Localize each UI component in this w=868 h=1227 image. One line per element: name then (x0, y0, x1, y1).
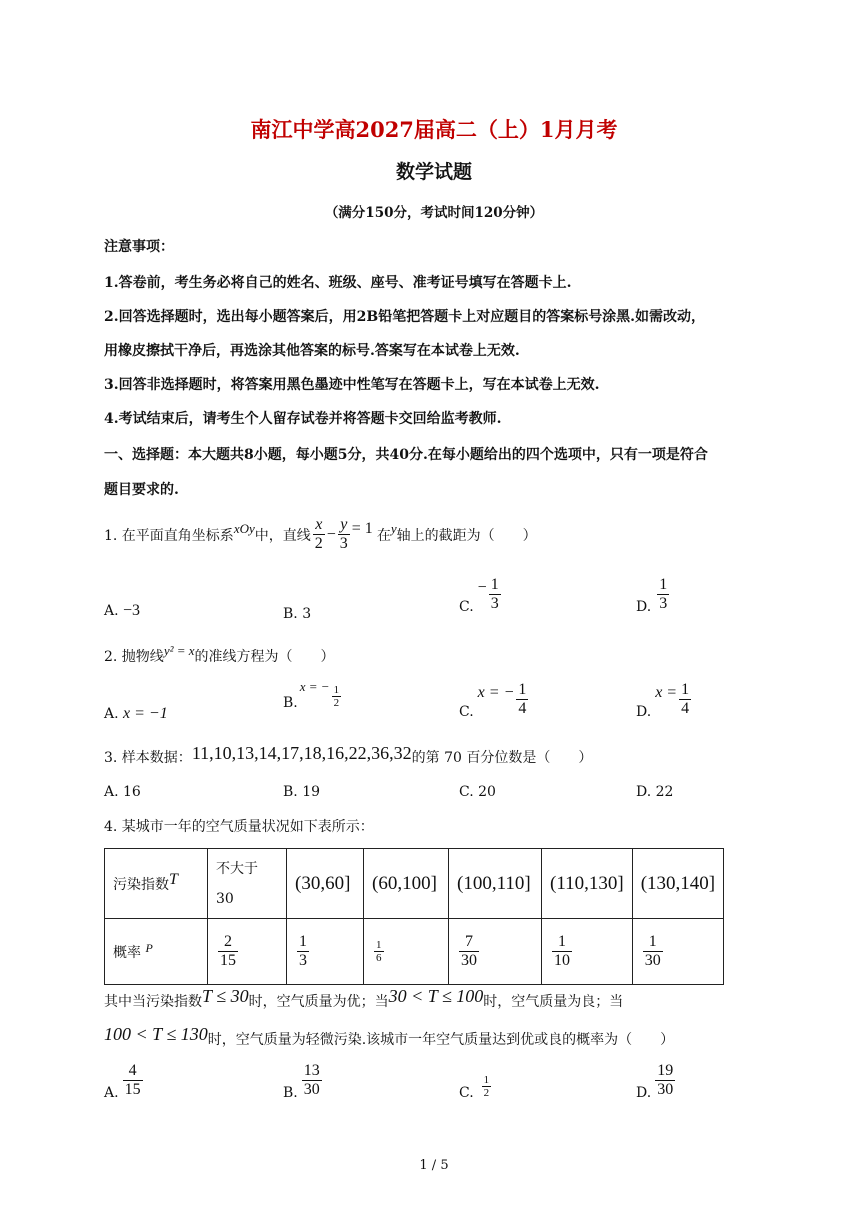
question-1 (104, 516, 537, 553)
section-heading: 一、选择题：本大题共8小题，每小题5分，共40分.在每小题给出的四个选项中，只有一项是符合 (104, 447, 708, 463)
q1-option-a[interactable]: A. −3 (104, 602, 141, 619)
q1-suffix: 轴上的截距为（ ） (396, 527, 537, 544)
table-cell: $\frac{1}{30}$ (632, 919, 723, 985)
page-number: 1 / 5 (419, 1158, 449, 1173)
q2-suffix: 的准线方程为（ ） (194, 649, 335, 665)
q1-option-d[interactable]: D. $\frac{1}{3}$ (636, 576, 668, 615)
q4-text-line2: 100 < T ≤ 130时，空气质量为轻微污染.该城市一年空气质量达到优或良的概率为（ ） (104, 1024, 675, 1048)
q2-option-c[interactable]: C. x = − $\frac{1}{4}$ (459, 681, 527, 720)
table-header-cell: 污染指数T (105, 849, 208, 919)
question-4: 4. 某城市一年的空气质量状况如下表所示： (104, 819, 374, 835)
q1-frac-y: $\frac{y}{3}$ (339, 516, 348, 552)
q1-rhs: = 1 (351, 519, 373, 537)
q2-option-b[interactable]: B. x = − $\frac{1}{2}$ (283, 679, 340, 711)
table-cell: $\frac{1}{6}$ (364, 919, 449, 985)
q2-option-d[interactable]: D. x = $\frac{1}{4}$ (636, 681, 690, 720)
table-cell: (130,140] (632, 849, 723, 919)
q1-frac-x: $\frac{x}{2}$ (314, 516, 323, 552)
q3-prefix: 3. 样本数据： (104, 749, 192, 766)
q3-suffix: 的第 70 百分位数是（ ） (411, 749, 593, 766)
table-header-cell: 概率 P (105, 919, 208, 985)
table-cell: $\frac{2}{15}$ (208, 919, 287, 985)
q3-option-b[interactable]: B. 19 (283, 784, 321, 800)
q1-option-b[interactable]: B. 3 (283, 606, 312, 622)
q1-prefix: 1. 在平面直角坐标系 (104, 527, 234, 544)
q1-mid: 中，直线 (254, 527, 311, 544)
q1-system: xOy (233, 520, 255, 536)
table-cell: (110,130] (542, 849, 633, 919)
q3-option-c[interactable]: C. 20 (459, 784, 496, 800)
q1-option-c[interactable]: C. − $\frac{1}{3}$ (459, 576, 499, 615)
q2-prefix: 2. 抛物线 (104, 649, 164, 665)
table-cell: (60,100] (364, 849, 449, 919)
notice-item: 4.考试结束后，请考生个人留存试卷并将答题卡交回给监考教师. (104, 411, 502, 427)
q4-option-a[interactable]: A. $\frac{4}{15}$ (104, 1062, 141, 1101)
q3-option-a[interactable]: A. 16 (104, 784, 141, 800)
q1-minus: − (326, 525, 336, 543)
question-3 (104, 743, 593, 767)
notice-item: 用橡皮擦拭干净后，再选涂其他答案的标号.答案写在本试卷上无效. (104, 343, 520, 359)
q4-text-line1: 其中当污染指数T ≤ 30时，空气质量为优；当30 < T ≤ 100时，空气质量为良；当 (104, 986, 624, 1010)
q2-option-a[interactable]: A. x = −1 (104, 705, 168, 722)
table-cell: $\frac{1}{3}$ (287, 919, 364, 985)
question-2 (104, 643, 335, 666)
table-cell: 不大于 30 (208, 849, 287, 919)
table-row (105, 849, 724, 919)
notice-item: 1.答卷前，考生务必将自己的姓名、班级、座号、准考证号填写在答题卡上. (104, 275, 572, 291)
q4-option-d[interactable]: D. $\frac{19}{30}$ (636, 1062, 674, 1101)
exam-meta: （满分150分，考试时间120分钟） (324, 205, 544, 221)
table-cell: (30,60] (287, 849, 364, 919)
table-cell: (100,110] (449, 849, 542, 919)
exam-title: 南江中学高2027届高二（上）1月月考 (250, 117, 618, 142)
notice-heading: 注意事项： (104, 239, 174, 255)
table-cell: $\frac{7}{30}$ (449, 919, 542, 985)
section-heading-cont: 题目要求的. (104, 482, 179, 498)
air-quality-table (104, 848, 724, 985)
notice-item: 3.回答非选择题时，将答案用黑色墨迹中性笔写在答题卡上，写在本试卷上无效. (104, 377, 600, 393)
q1-axis: y (390, 520, 397, 536)
table-row (105, 919, 724, 985)
q3-data: 11,10,13,14,17,18,16,22,36,32 (191, 743, 412, 763)
q2-equation: y² = x (163, 643, 195, 658)
q1-mid2: 在 (376, 527, 391, 544)
q4-option-b[interactable]: B. $\frac{13}{30}$ (283, 1062, 320, 1101)
notice-item: 2.回答选择题时，选出每小题答案后，用2B铅笔把答题卡上对应题目的答案标号涂黑.如需改动， (104, 309, 706, 325)
table-cell: $\frac{1}{10}$ (542, 919, 633, 985)
q4-option-c[interactable]: C. $\frac{1}{2}$ (459, 1074, 490, 1101)
exam-subtitle: 数学试题 (395, 161, 472, 183)
q3-option-d[interactable]: D. 22 (636, 784, 674, 800)
